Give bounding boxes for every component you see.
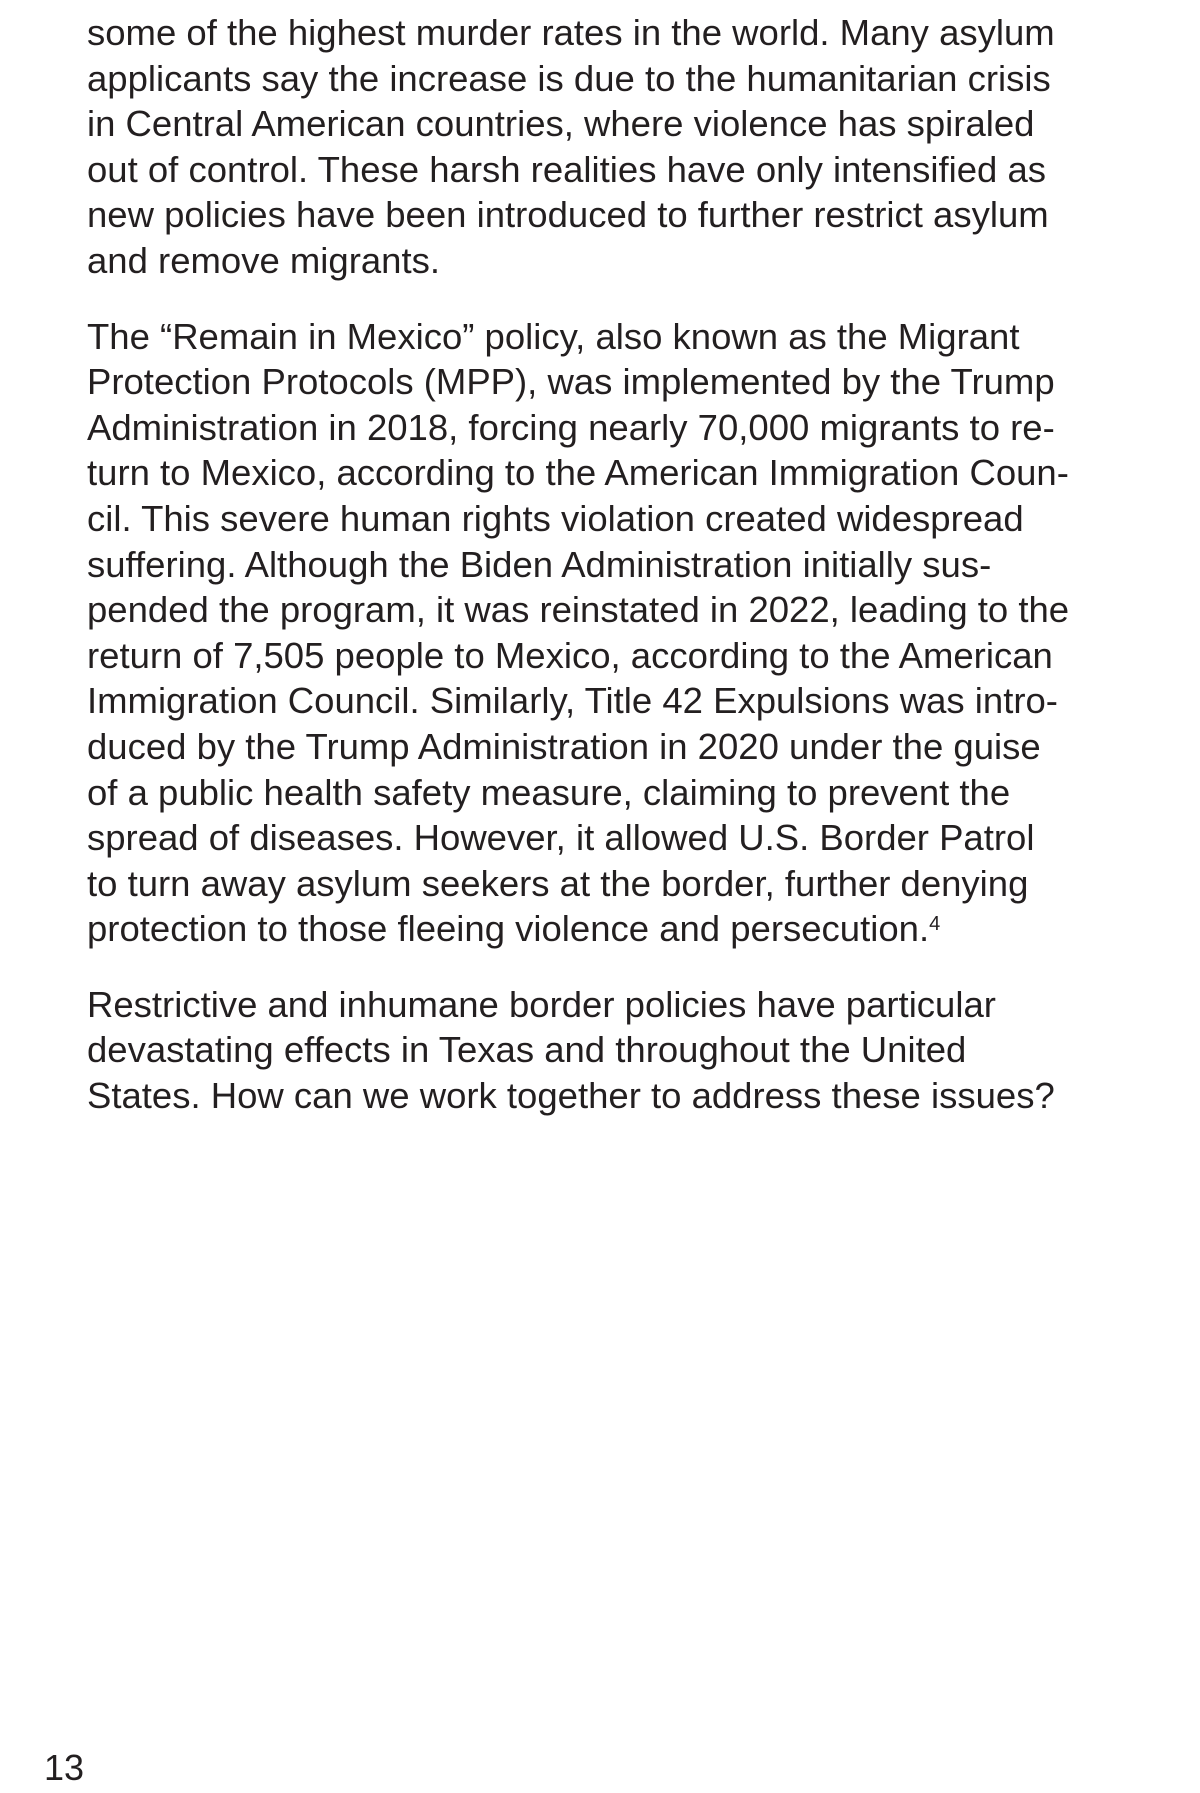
text-line: suffering. Although the Biden Administration initially sus-	[87, 543, 992, 585]
body-text	[87, 10, 1127, 1149]
text-line: out of control. These harsh realities have only intensified as	[87, 148, 1047, 190]
text-line: The “Remain in Mexico” policy, also known as the Migrant	[87, 315, 1020, 357]
text-line: some of the highest murder rates in the world. Many asylum	[87, 12, 1055, 53]
text-line: applicants say the increase is due to the humanitarian crisis	[87, 57, 1051, 99]
text-line: turn to Mexico, according to the American Immigration Coun-	[87, 452, 1069, 494]
text-line: spread of diseases. However, it allowed U.S. Border Patrol	[87, 817, 1035, 859]
text-line: devastating effects in Texas and throughout the United	[87, 1029, 967, 1071]
paragraph-remain-in-mexico	[87, 314, 1127, 952]
text-line: duced by the Trump Administration in 2020 under the guise	[87, 725, 1041, 767]
text-line: return of 7,505 people to Mexico, according to the American	[87, 634, 1053, 676]
paragraph-asylum-context	[87, 10, 1127, 284]
text-line: cil. This severe human rights violation created widespread	[87, 497, 1024, 539]
text-line: and remove migrants.	[87, 239, 440, 281]
page-number: 13	[44, 1747, 85, 1788]
text-line: States. How can we work together to address these issues?	[87, 1075, 1055, 1117]
text-line: in Central American countries, where violence has spiraled	[87, 103, 1035, 145]
text-line: new policies have been introduced to further restrict asylum	[87, 194, 1049, 236]
text-line-with-footnote	[87, 906, 1127, 952]
text-line: pended the program, it was reinstated in 2022, leading to the	[87, 589, 1070, 631]
text-line: protection to those fleeing violence and persecution.	[87, 908, 930, 950]
paragraph-closing-question	[87, 982, 1127, 1119]
footnote-marker: 4	[929, 913, 941, 936]
text-line: Administration in 2018, forcing nearly 70,000 migrants to re-	[87, 406, 1055, 448]
text-line: Immigration Council. Similarly, Title 42 Expulsions was intro-	[87, 680, 1058, 722]
text-line: Protection Protocols (MPP), was implemented by the Trump	[87, 361, 1055, 403]
text-line: of a public health safety measure, claiming to prevent the	[87, 771, 1011, 813]
text-line: to turn away asylum seekers at the border, further denying	[87, 862, 1029, 904]
text-line: Restrictive and inhumane border policies have particular	[87, 983, 996, 1025]
